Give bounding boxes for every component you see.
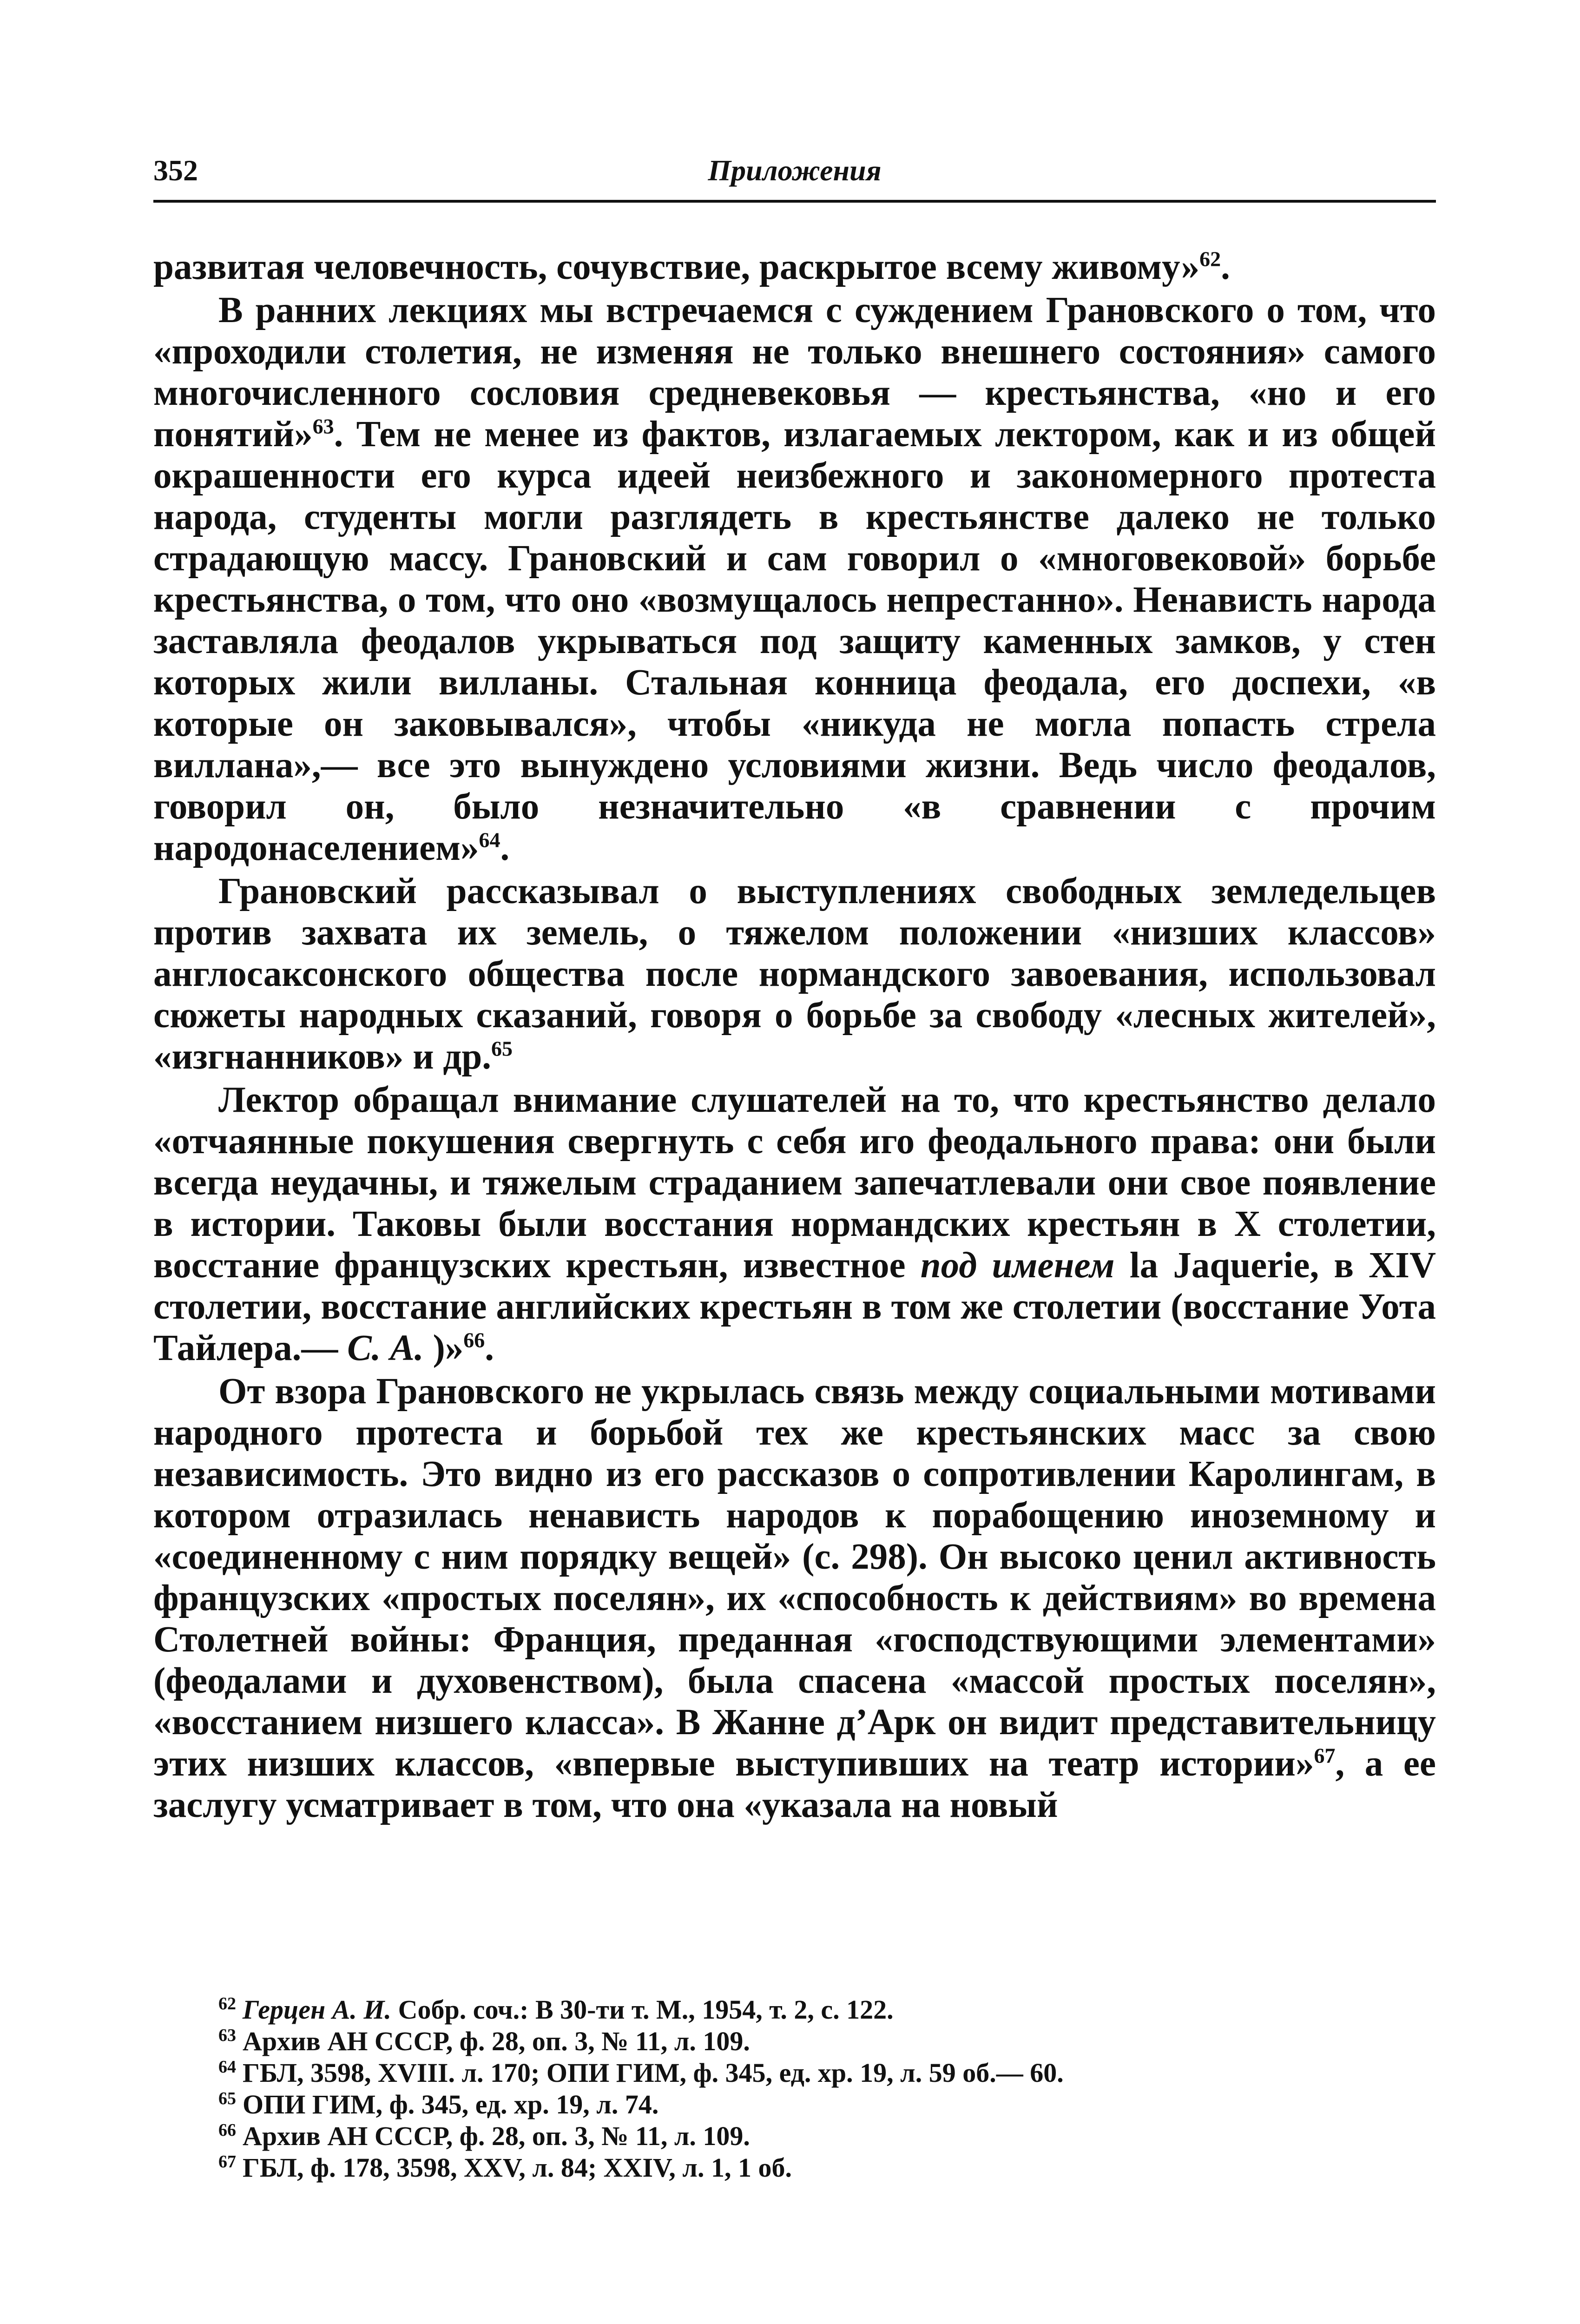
footnote-ref: 63 (312, 414, 334, 438)
paragraph: В ранних лекциях мы встречаемся с суждением Грановского о том, что «проходили столетия, не изменяя не только внешнего состояния» самого многочисленного сословия средневековья — крестьянства, «но и его понятий»$^{63}$. Тем не менее из фактов, излагаемых лектором, как и из общей окрашенности его курса идеей неизбежного и закономерного протеста народа, студенты могли разглядеть в крестьянстве далеко не только страдающую массу. Грановский и сам говорил о «многовековой» борьбе крестьянства, о том, что оно «возмущалось непрестанно». Ненависть народа заставляла феодалов укрываться под защиту каменных замков, у стен которых жили вилланы. Стальная конница феодала, его доспехи, «в которые он заковывался», чтобы «никуда не могла попасть стрела виллана»,— все это вынуждено условиями жизни. Ведь число феодалов, говорил он, было незначительно «в сравнении с прочим народонаселением»$^{64}$. (153, 290, 1436, 868)
footnote-number: 65 (218, 2088, 236, 2108)
page-number: 352 (153, 154, 198, 187)
main-text (153, 246, 1436, 1826)
footnote-ref: 62 (1199, 247, 1221, 271)
footnote-ref: 65 (491, 1037, 513, 1061)
paragraph: Грановский рассказывал о выступлениях свободных земледельцев против захвата их земель, о тяжелом положении «низших классов» англосаксонского общества после нормандского завоевания, использовал сюжеты народных сказаний, говоря о борьбе за свободу «лесных жителей», «изгнанников» и др.$^{65}$ (153, 871, 1436, 1077)
footnote-number: 63 (218, 2025, 236, 2045)
footnote: $^{66}$ Архив АН СССР, ф. 28, оп. 3, № 11, л. 109. (218, 2120, 750, 2151)
footnote-author: Герцен А. И. (243, 1994, 392, 2025)
footnote-ref: 66 (463, 1328, 485, 1352)
page-header (153, 153, 1436, 205)
italic-phrase: под именем (920, 1245, 1115, 1286)
footnote: $^{67}$ ГБЛ, ф. 178, 3598, XXV, л. 84; XXIV, л. 1, 1 об. (218, 2152, 792, 2183)
book-page (153, 153, 1436, 2245)
footnote-number: 66 (218, 2120, 236, 2140)
footnote: $^{62}$ Герцен А. И. Собр. соч.: В 30-ти т. М., 1954, т. 2, с. 122. (218, 1994, 894, 2025)
footnote-number: 67 (218, 2152, 236, 2172)
running-head: Приложения (708, 154, 882, 187)
header-rule (153, 200, 1436, 203)
footnote-ref: 67 (1314, 1743, 1336, 1768)
paragraph: Лектор обращал внимание слушателей на то, что крестьянство делало «отчаянные покушения свергнуть с себя иго феодального права: они были всегда неудачны, и тяжелым страданием запечатлевали они свое появление в истории. Таковы были восстания нормандских крестьян в X столетии, восстание французских крестьян, известное под именем la Jaquerie, в XIV столетии, восстание английских крестьян в том же столетии (восстание Уота Тайлера.— С. А. )»$^{66}$. (153, 1080, 1436, 1368)
footnotes (218, 1994, 1064, 2184)
paragraph: От взора Грановского не укрылась связь между социальными мотивами народного протеста и борьбой тех же крестьянских масс за свою независимость. Это видно из его рассказов о сопротивлении Каролингам, в котором отразилась ненависть народов к порабощению иноземному и «соединенному с ним порядку вещей» (с. 298). Он высоко ценил активность французских «простых поселян», их «способность к действиям» во времена Столетней войны: Франция, преданная «господствующими элементами» (феодалами и духовенством), была спасена «массой простых поселян», «восстанием низшего класса». В Жанне д’Арк он видит представительницу этих низших классов, «впервые выступивших на театр истории»$^{67}$, а ее заслугу усматривает в том, что она «указала на новый (153, 1371, 1436, 1825)
italic-initials: С. А. (347, 1328, 424, 1368)
footnote-ref: 64 (479, 828, 500, 852)
footnote: $^{64}$ ГБЛ, 3598, XVIII. л. 170; ОПИ ГИМ, ф. 345, ед. хр. 19, л. 59 об.— 60. (218, 2057, 1064, 2088)
footnote: $^{63}$ Архив АН СССР, ф. 28, оп. 3, № 11, л. 109. (218, 2025, 750, 2056)
footnote: $^{65}$ ОПИ ГИМ, ф. 345, ед. хр. 19, л. 74. (218, 2088, 659, 2119)
footnote-number: 64 (218, 2057, 236, 2077)
footnote-number: 62 (218, 1994, 236, 2014)
paragraph: развитая человечность, сочувствие, раскрытое всему живому»$^{62}$. (153, 247, 1230, 287)
